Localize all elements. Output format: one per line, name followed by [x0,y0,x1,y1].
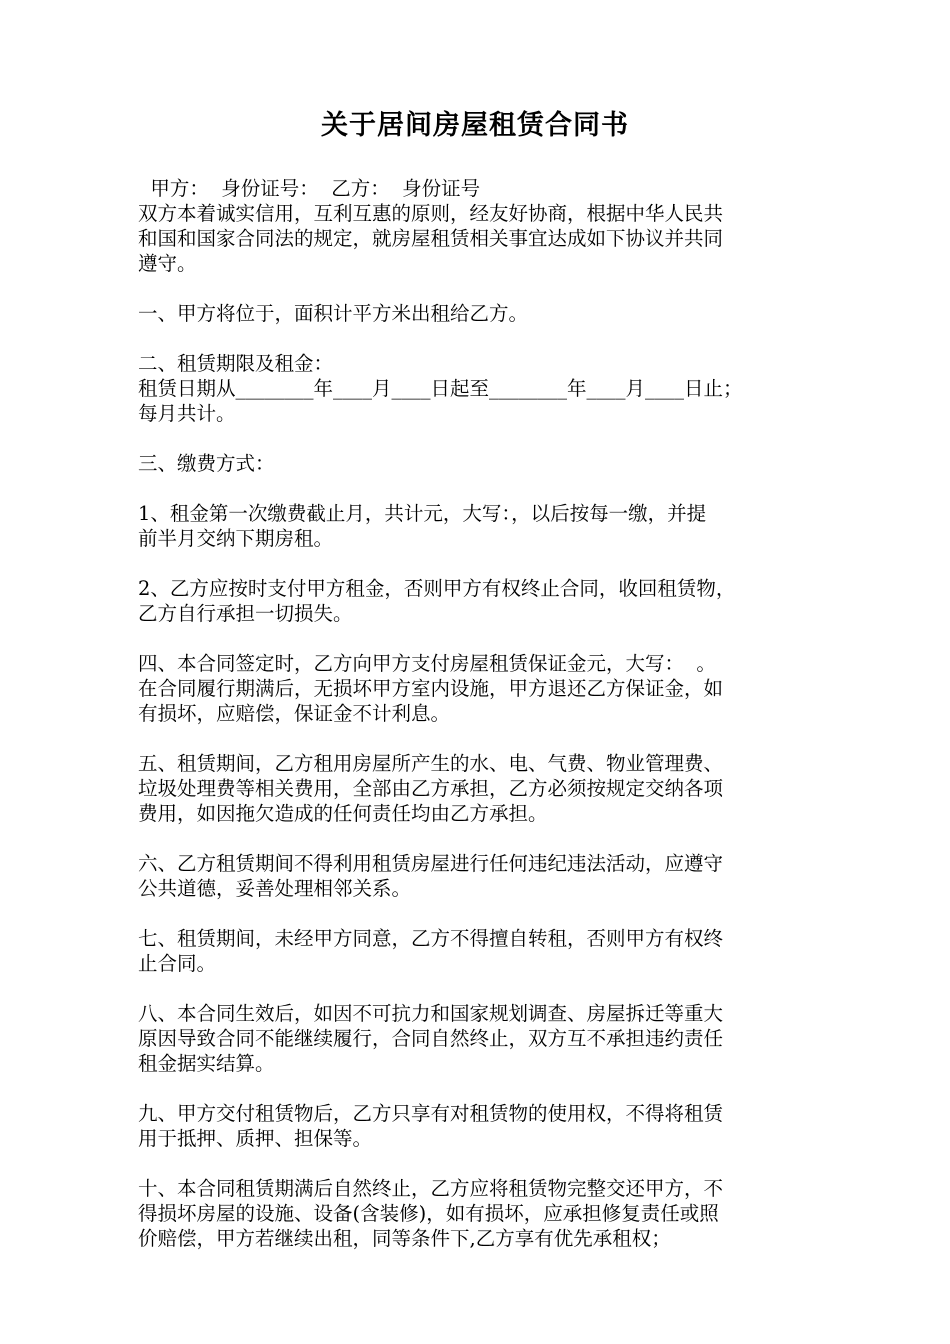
preamble-line: 和国和国家合同法的规定，就房屋租赁相关事宜达成如下协议并共同 [138,227,724,250]
clause-line: 用于抵押、质押、担保等。 [138,1127,373,1150]
clause-line: 一、甲方将位于，面积计平方米出租给乙方。 [138,302,529,325]
clause-line: 乙方自行承担一切损失。 [138,602,353,625]
document-body [138,176,828,1251]
preamble [138,201,828,276]
preamble-line: 遵守。 [138,252,197,275]
clause-line: 有损坏，应赔偿，保证金不计利息。 [138,702,451,725]
clause-line: 租金据实结算。 [138,1052,275,1075]
clause-line: 十、本合同租赁期满后自然终止，乙方应将租赁物完整交还甲方，不 [138,1177,724,1200]
clause-line: 得损坏房屋的设施、设备(含装修)，如有损坏，应承担修复责任或照 [138,1202,719,1225]
clause-3-2 [138,576,828,626]
document-title: 关于居间房屋租赁合同书 [321,110,629,141]
clause-3 [138,451,828,476]
clause-line: 四、本合同签定时，乙方向甲方支付房屋租赁保证金元，大写： 。 [138,652,716,675]
clause-line: 二、租赁期限及租金： [138,352,334,375]
clause-line: 七、租赁期间，未经甲方同意，乙方不得擅自转租，否则甲方有权终 [138,927,724,950]
clause-8 [138,1001,828,1076]
parties-line: 甲方： 身份证号： 乙方： 身份证号 [138,177,481,200]
clause-7 [138,926,828,976]
clause-line: 止合同。 [138,952,217,975]
clause-9 [138,1101,828,1151]
clause-line: 租赁日期从________年____月____日起至________年____月____日止； [138,377,743,400]
clause-1 [138,301,828,326]
clause-line: 三、缴费方式： [138,452,275,475]
preamble-line: 双方本着诚实信用，互利互惠的原则，经友好协商，根据中华人民共 [138,202,724,225]
clause-line: 五、租赁期间，乙方租用房屋所产生的水、电、气费、物业管理费、 [138,752,724,775]
clause-4 [138,651,828,726]
clause-line: 九、甲方交付租赁物后，乙方只享有对租赁物的使用权，不得将租赁 [138,1102,724,1125]
clause-line: 前半月交纳下期房租。 [138,527,334,550]
clause-line: 垃圾处理费等相关费用，全部由乙方承担，乙方必须按规定交纳各项 [138,777,724,800]
clause-line: 2、乙方应按时支付甲方租金，否则甲方有权终止合同，收回租赁物， [138,577,736,600]
clause-line: 公共道德，妥善处理相邻关系。 [138,877,412,900]
clause-line: 每月共计。 [138,402,236,425]
clause-line: 原因导致合同不能继续履行，合同自然终止，双方互不承担违约责任 [138,1027,724,1050]
clause-5 [138,751,828,826]
clause-line: 价赔偿，甲方若继续出租，同等条件下,乙方享有优先承租权； [138,1227,671,1250]
clause-10 [138,1176,828,1251]
clause-line: 六、乙方租赁期间不得利用租赁房屋进行任何违纪违法活动，应遵守 [138,852,724,875]
clause-6 [138,851,828,901]
clause-line: 八、本合同生效后，如因不可抗力和国家规划调查、房屋拆迁等重大 [138,1002,724,1025]
clause-line: 费用，如因拖欠造成的任何责任均由乙方承担。 [138,802,548,825]
clause-2 [138,351,828,426]
clause-line: 1、租金第一次缴费截止月，共计元，大写：，以后按每一缴，并提 [138,502,707,525]
clause-line: 在合同履行期满后，无损坏甲方室内设施，甲方退还乙方保证金，如 [138,677,724,700]
clause-3-1 [138,501,828,551]
